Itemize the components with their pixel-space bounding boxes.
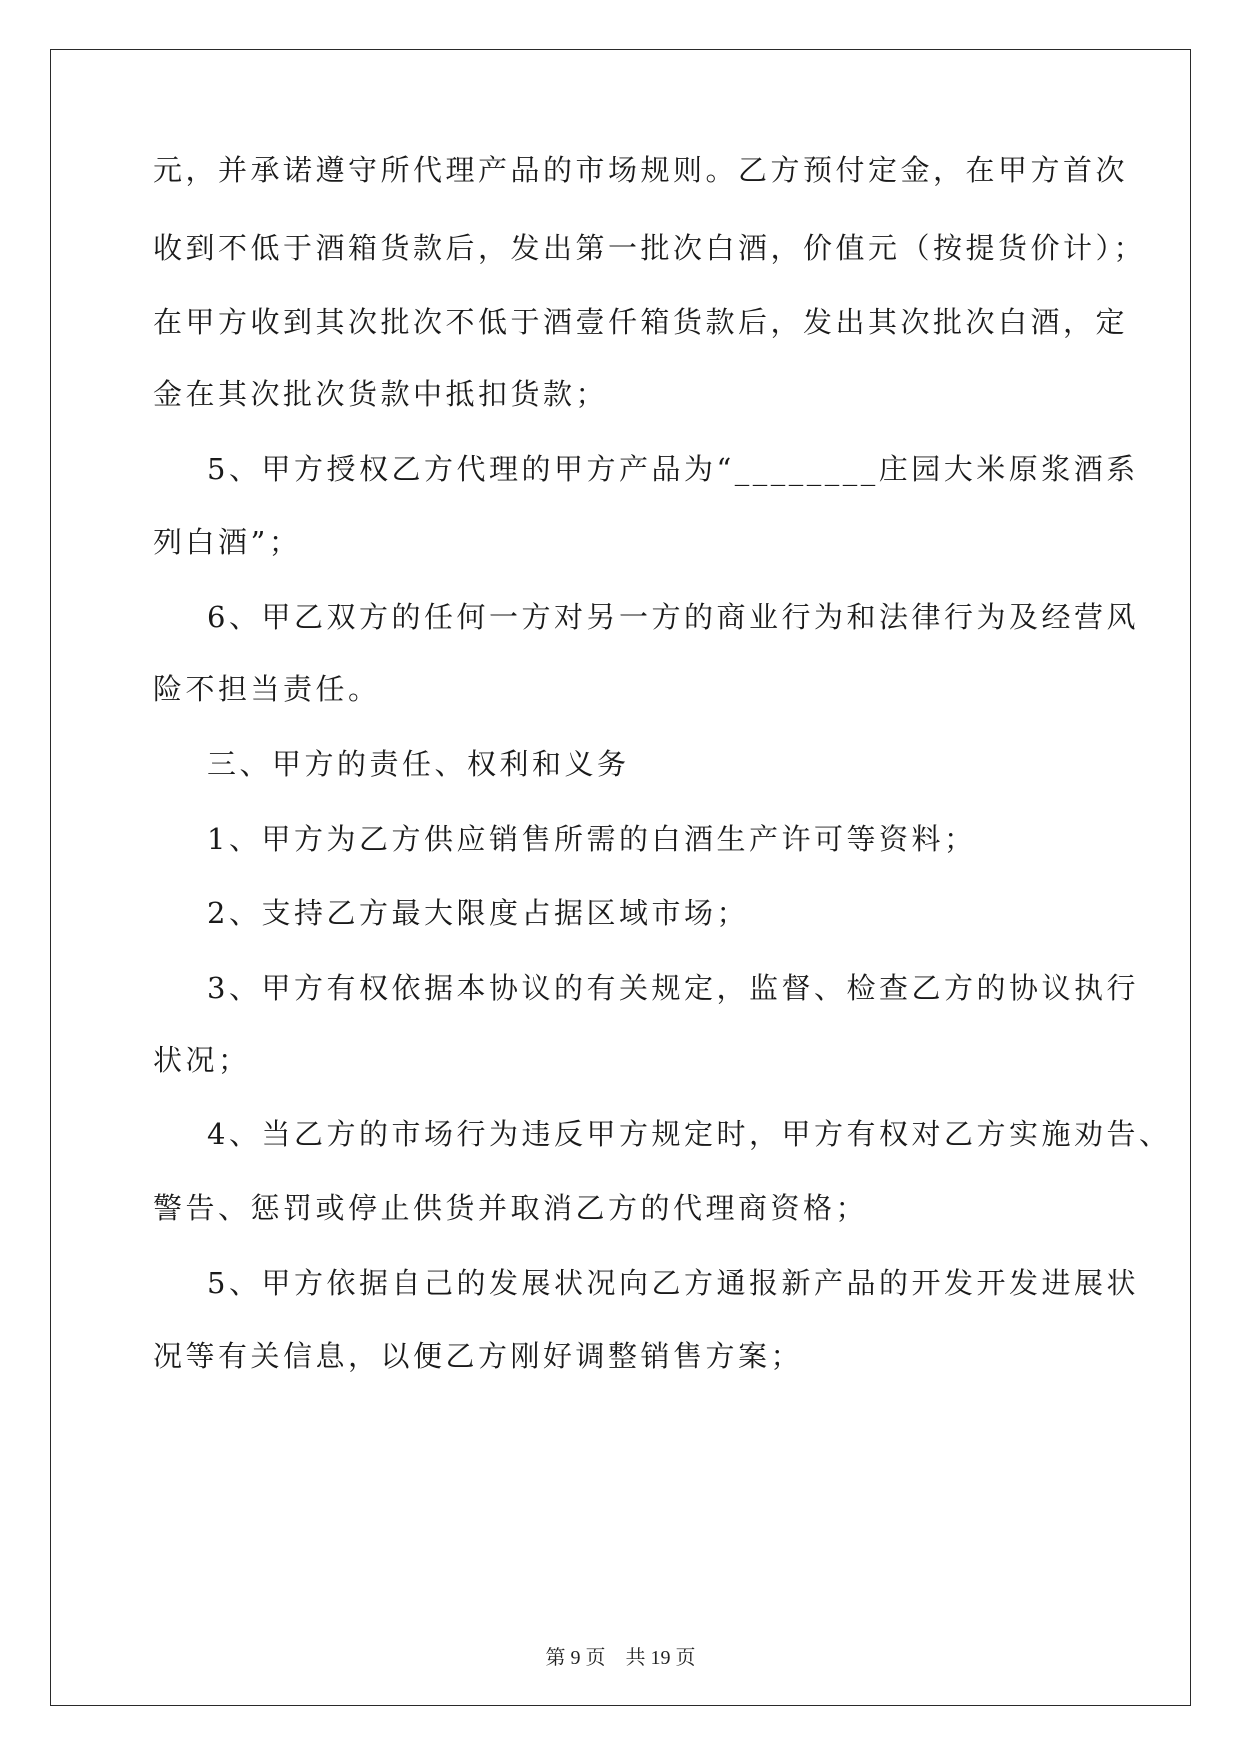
paragraph-5-line: 5、甲方授权乙方代理的甲方产品为“________庄园大米原浆酒系 xyxy=(207,452,1139,486)
paragraph-6-line: 6、甲乙双方的任何一方对另一方的商业行为和法律行为及经营风 xyxy=(207,600,1139,634)
body-line: 列白酒”； xyxy=(153,525,302,559)
page-border xyxy=(50,49,1191,1706)
item-3-line: 3、甲方有权依据本协议的有关规定，监督、检查乙方的协议执行 xyxy=(207,971,1139,1005)
item-1-line: 1、甲方为乙方供应销售所需的白酒生产许可等资料； xyxy=(207,822,977,856)
page-number: 第 9 页 xyxy=(545,1647,606,1669)
body-line: 险不担当责任。 xyxy=(153,672,381,706)
body-line: 警告、惩罚或停止供货并取消乙方的代理商资格； xyxy=(153,1191,869,1225)
body-line: 况等有关信息，以便乙方刚好调整销售方案； xyxy=(153,1339,804,1373)
body-line: 金在其次批次货款中抵扣货款； xyxy=(153,377,609,411)
item-5-line: 5、甲方依据自己的发展状况向乙方通报新产品的开发开发进展状 xyxy=(207,1266,1139,1300)
page-footer xyxy=(0,1641,1241,1670)
item-2-line: 2、支持乙方最大限度占据区域市场； xyxy=(207,896,749,930)
body-line: 在甲方收到其次批次不低于酒壹仟箱货款后，发出其次批次白酒，定 xyxy=(153,305,1129,339)
body-line: 状况； xyxy=(153,1043,251,1077)
section-heading: 三、甲方的责任、权利和义务 xyxy=(207,747,630,781)
page-total: 共 19 页 xyxy=(625,1647,696,1669)
body-line: 元，并承诺遵守所代理产品的市场规则。乙方预付定金，在甲方首次 xyxy=(153,153,1129,187)
item-4-line: 4、当乙方的市场行为违反甲方规定时，甲方有权对乙方实施劝告、 xyxy=(207,1117,1172,1151)
body-line: 收到不低于酒箱货款后，发出第一批次白酒，价值元（按提货价计）； xyxy=(153,231,1147,265)
